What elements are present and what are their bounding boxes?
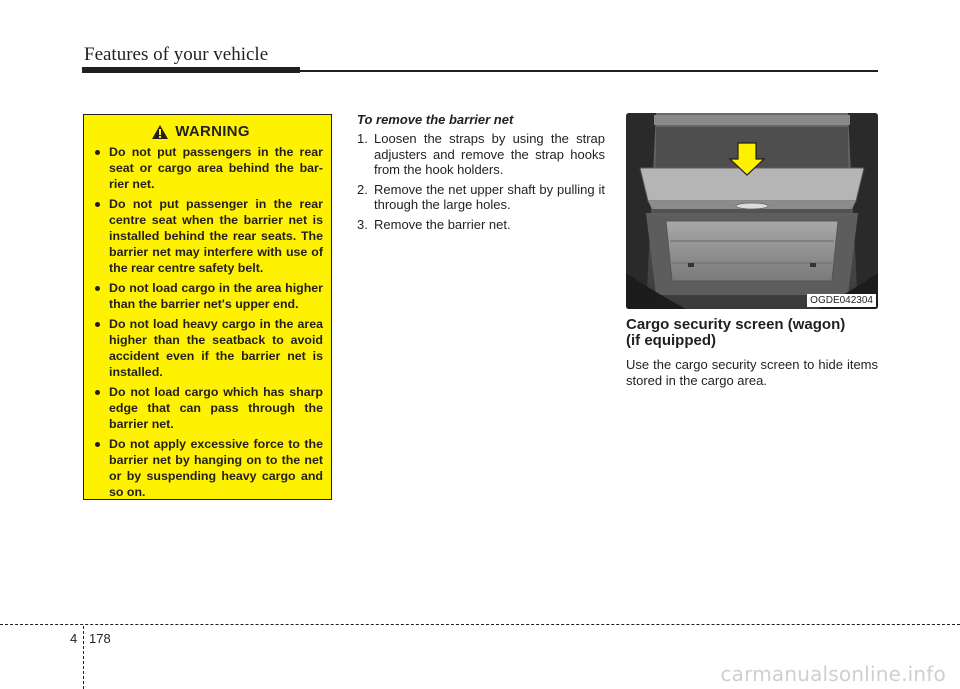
cargo-area-illustration <box>626 113 878 309</box>
warning-title: WARNING <box>175 123 250 140</box>
remove-step <box>357 131 605 178</box>
warning-triangle-icon <box>151 124 169 140</box>
step-text: Remove the barrier net. <box>374 216 511 232</box>
cargo-heading-line2: (if equipped) <box>626 332 716 349</box>
warning-item: Do not load cargo which has sharp edge that can pass through the barrier net. <box>92 384 323 432</box>
step-number: 1. <box>357 131 368 146</box>
footer-dashed-rule <box>0 624 960 625</box>
remove-subtitle: To remove the barrier net <box>357 112 514 127</box>
remove-step <box>357 217 605 233</box>
watermark: carmanualsonline.info <box>720 662 946 686</box>
step-number: 2. <box>357 181 368 197</box>
page-header-title: Features of your vehicle <box>84 44 269 65</box>
warning-item: Do not load cargo in the area higher than the barrier net's upper end. <box>92 280 323 312</box>
cargo-section <box>626 317 878 388</box>
step-number: 3. <box>357 216 368 232</box>
cargo-heading-line1: Cargo security screen (wagon) <box>626 316 846 333</box>
header-rule-thick <box>82 67 300 73</box>
warning-box <box>83 114 332 500</box>
page-chapter: 4 <box>70 631 78 646</box>
page-number: 178 <box>89 631 111 646</box>
cargo-heading <box>626 317 878 349</box>
warning-header <box>78 123 323 140</box>
header-rule-thin <box>300 70 878 72</box>
photo-code: OGDE042304 <box>807 294 876 307</box>
step-text: Remove the net upper shaft by pulling it through the large holes. <box>374 181 605 212</box>
footer-vertical-rule <box>83 626 84 689</box>
remove-section <box>357 112 605 236</box>
remove-step <box>357 182 605 213</box>
warning-item: Do not load heavy cargo in the area higher than the seatback to avoid accident even if the barrier net is installed. <box>92 316 323 380</box>
cargo-photo <box>626 113 878 309</box>
warning-item: Do not put passengers in the rear seat or cargo area behind the bar-rier net. <box>92 144 323 192</box>
cargo-body: Use the cargo security screen to hide items stored in the cargo area. <box>626 357 878 388</box>
warning-list <box>92 144 323 500</box>
warning-item: Do not put passenger in the rear centre seat when the barrier net is installed behind the rear seats. The barrier net may interfere with use of the rear centre safety belt. <box>92 196 323 276</box>
step-text: Loosen the straps by using the strap adjusters and remove the strap hooks from the hook holders. <box>374 131 605 177</box>
remove-steps <box>357 131 605 232</box>
warning-item: Do not apply excessive force to the barrier net by hanging on to the net or by suspending heavy cargo and so on. <box>92 436 323 500</box>
